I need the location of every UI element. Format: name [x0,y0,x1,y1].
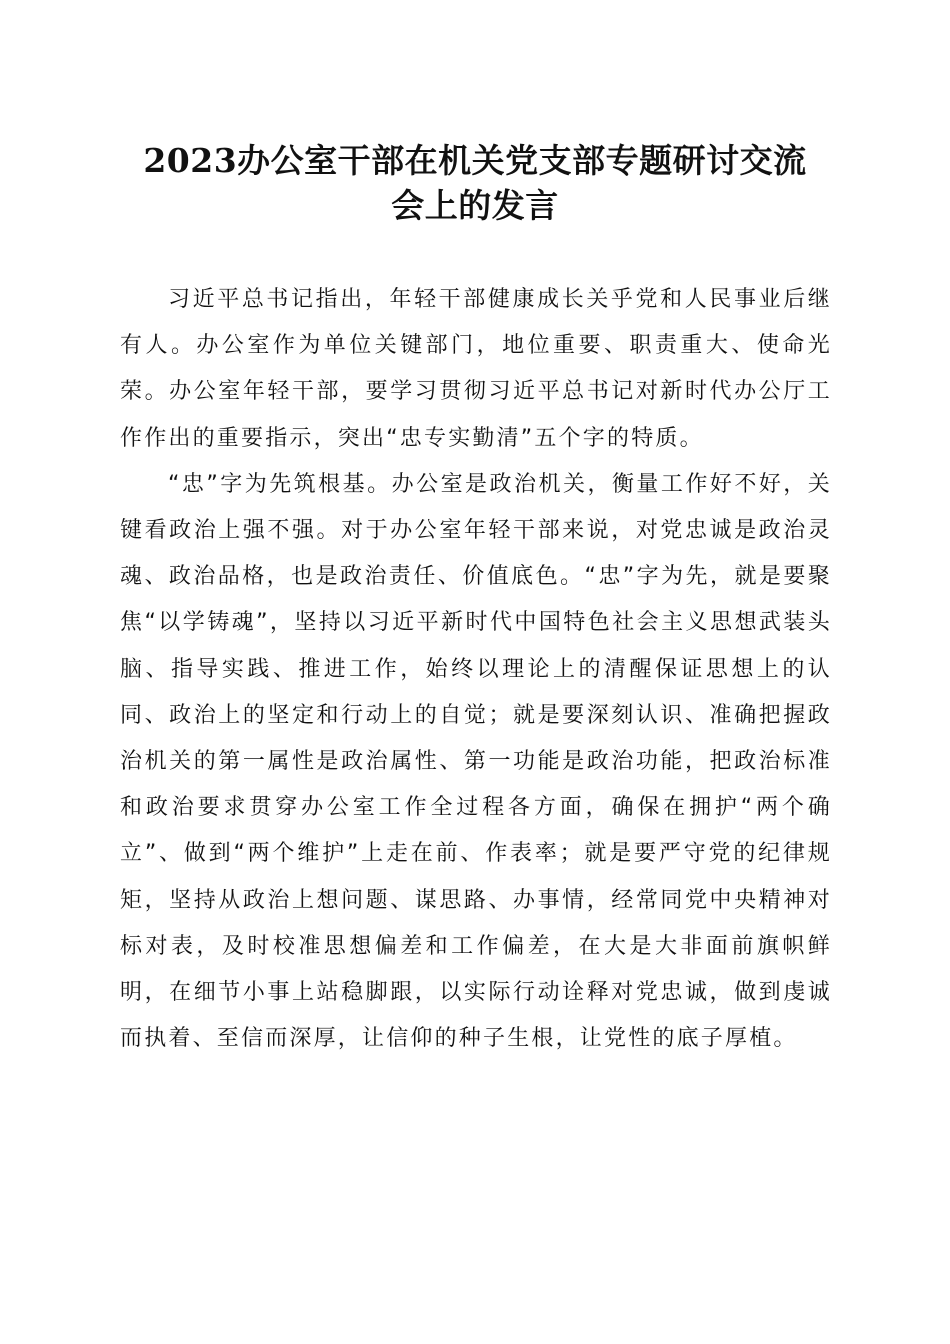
paragraph-loyalty: “忠”字为先筑根基。办公室是政治机关，衡量工作好不好，关键看政治上强不强。对于办公室年轻干部来说，对党忠诚是政治灵魂、政治品格，也是政治责任、价值底色。“忠”字为先，就是要聚焦“以学铸魂”，坚持以习近平新时代中国特色社会主义思想武装头脑、指导实践、推进工作，始终以理论上的清醒保证思想上的认同、政治上的坚定和行动上的自觉；就是要深刻认识、准确把握政治机关的第一属性是政治属性、第一功能是政治功能，把政治标准和政治要求贯穿办公室工作全过程各方面，确保在拥护“两个确立”、做到“两个维护”上走在前、作表率；就是要严守党的纪律规矩，坚持从政治上想问题、谋思路、办事情，经常同党中央精神对标对表，及时校准思想偏差和工作偏差，在大是大非面前旗帜鲜明，在细节小事上站稳脚跟，以实际行动诠释对党忠诚，做到虔诚而执着、至信而深厚，让信仰的种子生根，让党性的底子厚植。 [120,471,832,1052]
document-title [100,138,850,228]
title-line-1: 2023办公室干部在机关党支部专题研讨交流 [143,141,807,180]
document-body [120,277,832,1062]
paragraph-intro: 习近平总书记指出，年轻干部健康成长关乎党和人民事业后继有人。办公室作为单位关键部门，地位重要、职责重大、使命光荣。办公室年轻干部，要学习贯彻习近平总书记对新时代办公厅工作作出的重要指示，突出“忠专实勤清”五个字的特质。 [120,287,832,451]
title-line-2: 会上的发言 [391,186,559,225]
